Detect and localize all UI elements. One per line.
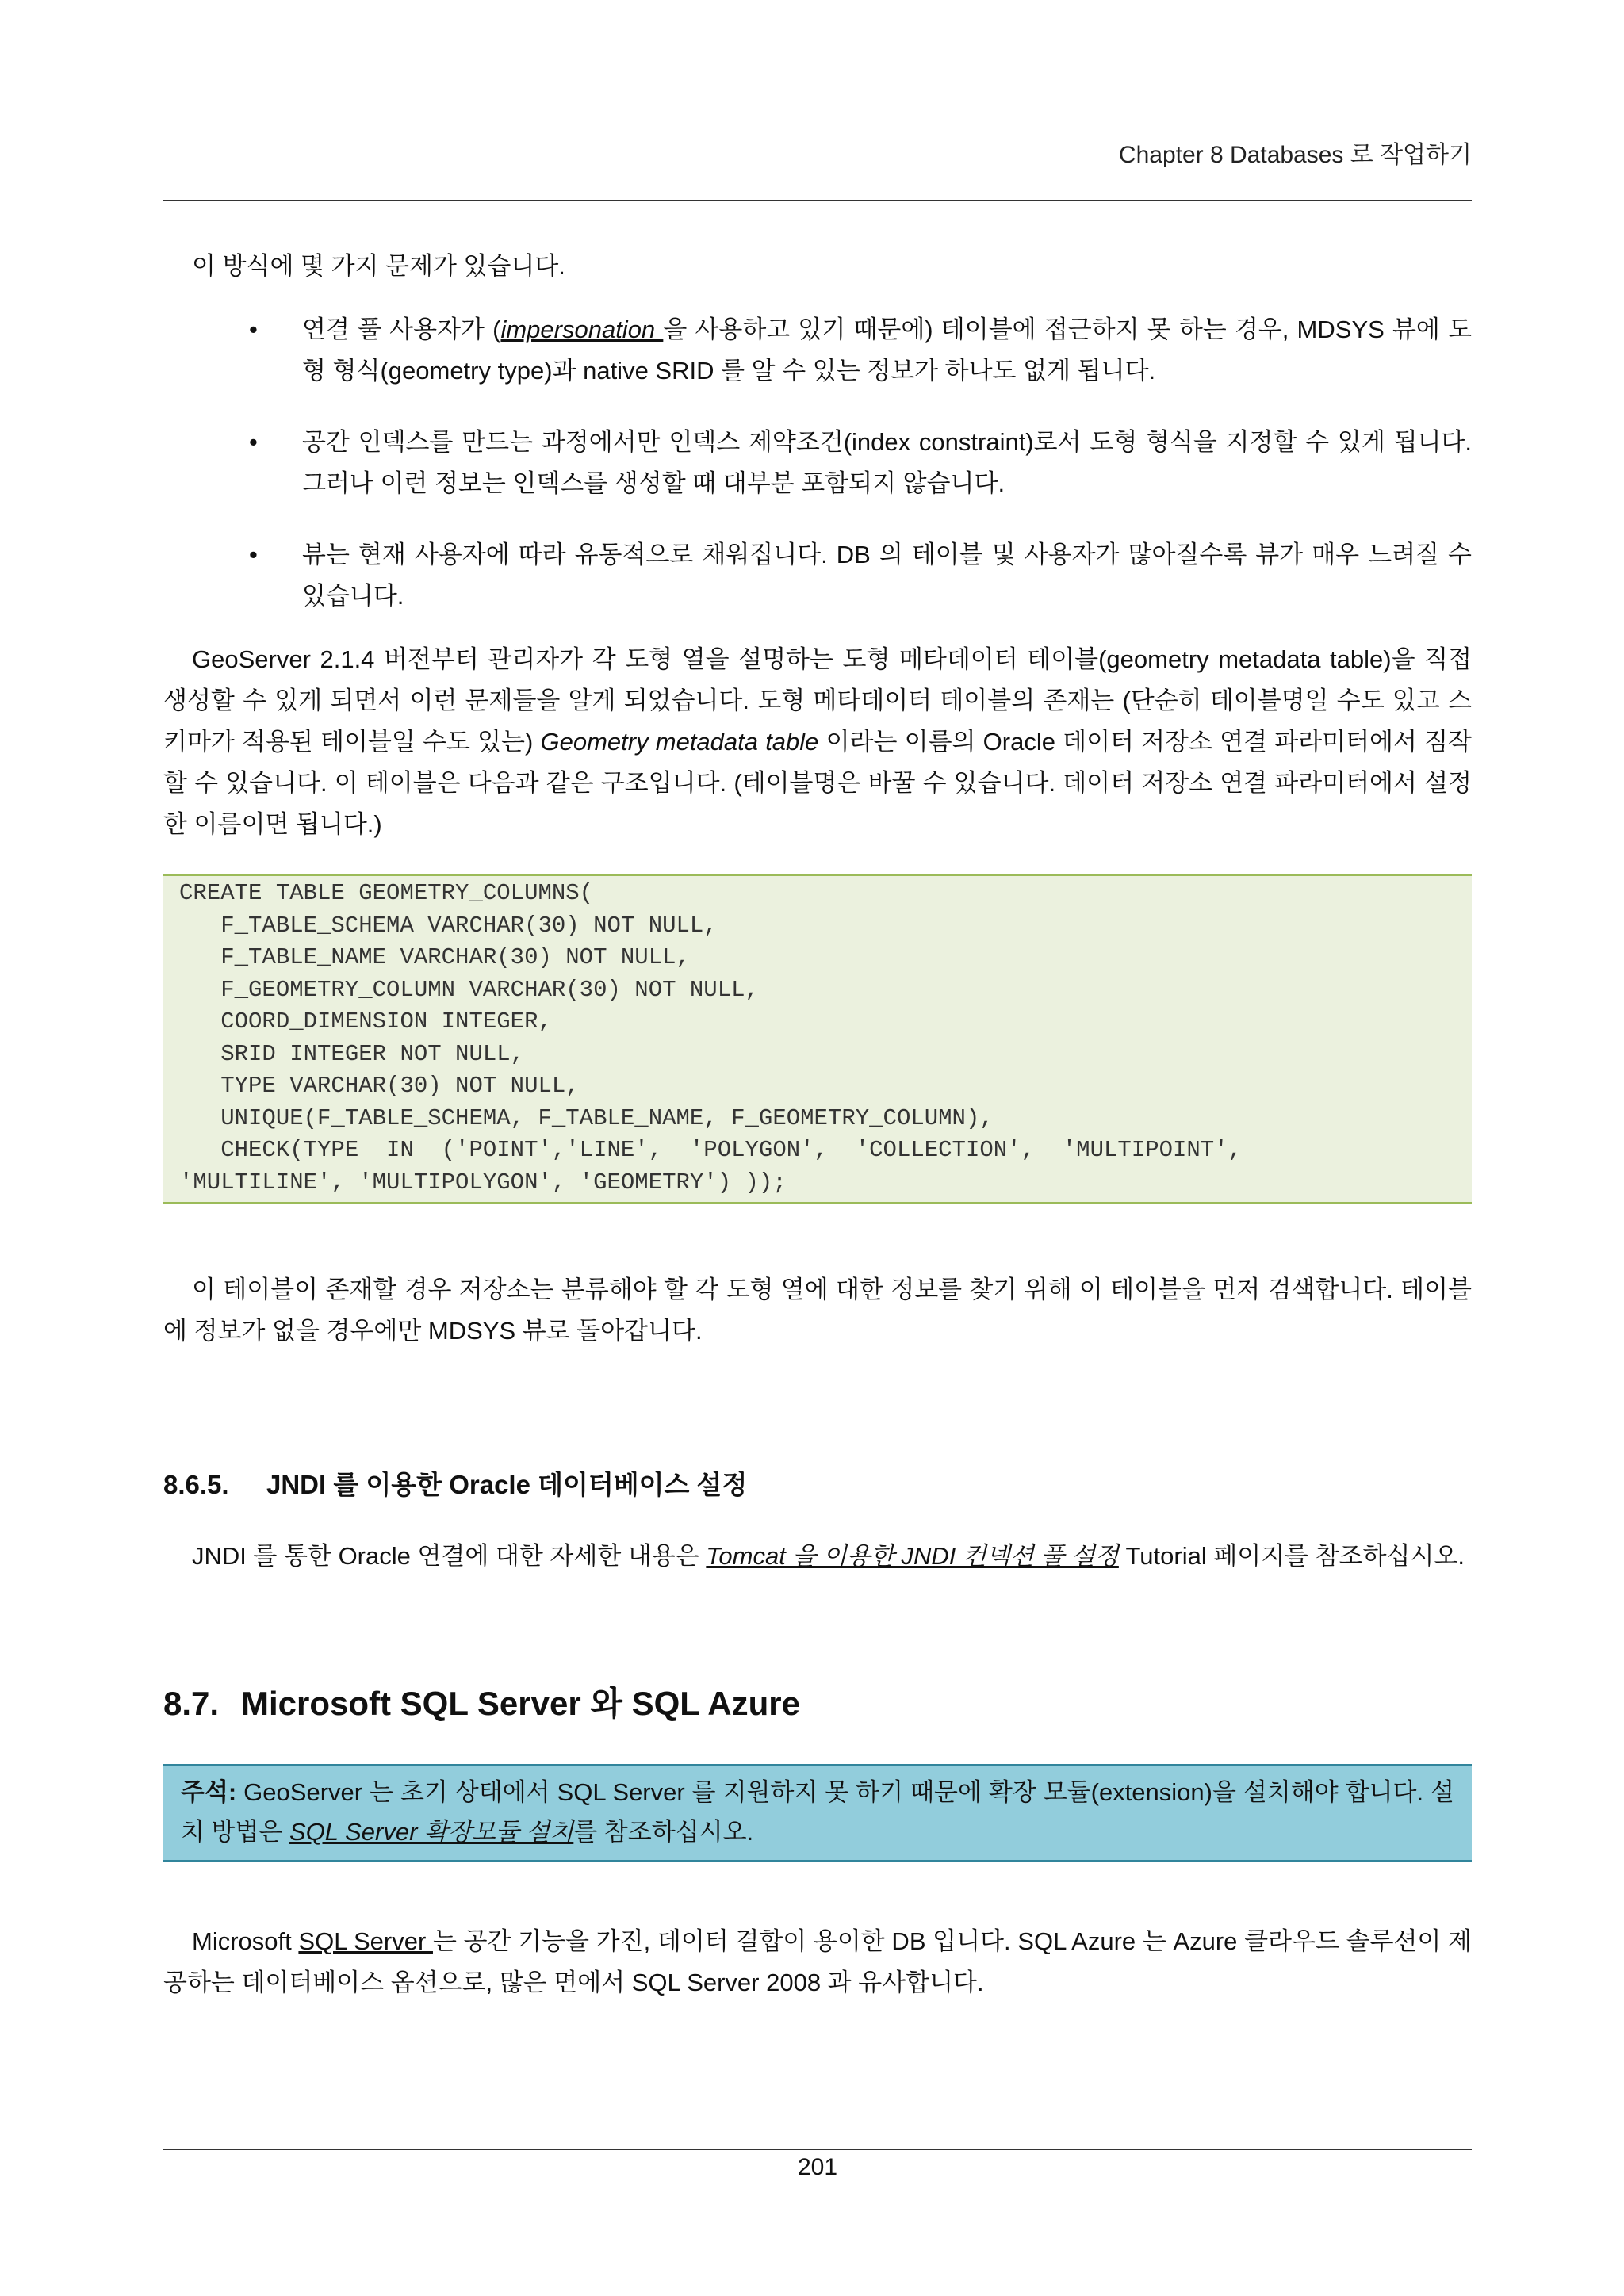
running-header: Chapter 8 Databases 로 작업하기 — [1118, 142, 1472, 168]
header-rule — [163, 200, 1472, 201]
page-content — [163, 246, 1472, 2003]
note-text-after: 를 참조하십시오. — [573, 1818, 754, 1846]
list-item — [163, 422, 1472, 504]
section-number: 8.7. — [163, 1685, 220, 1722]
paragraph-text-before: JNDI 를 통한 Oracle 연결에 대한 자세한 내용은 — [192, 1542, 707, 1570]
bullet-icon: • — [249, 541, 258, 568]
bullet-icon: • — [249, 428, 258, 456]
subsection-title: JNDI 를 이용한 Oracle 데이터베이스 설정 — [266, 1470, 748, 1499]
paragraph-text-after: Tutorial 페이지를 참조하십시오. — [1118, 1542, 1465, 1570]
code-block — [163, 874, 1472, 1204]
list-item — [163, 309, 1472, 392]
bullet-text-after: 을 사용하고 있기 때문에) 테이블에 접근하지 못 하는 경우, MDSYS 뷰에 도형 형식(geometry type)과 native SRID 를 알 수 있는 정보가 하나도 없게 됩니다. — [302, 316, 1472, 385]
bullet-text: 뷰는 현재 사용자에 따라 유동적으로 채워집니다. DB 의 테이블 및 사용자가 많아질수록 뷰가 매우 느려질 수 있습니다. — [302, 541, 1472, 610]
bullet-text-before: 연결 풀 사용자가 ( — [302, 316, 501, 343]
geometry-metadata-table-term: Geometry metadata table — [540, 728, 819, 756]
list-item — [163, 534, 1472, 617]
paragraph-text-before: GeoServer 2.1.4 버전부터 관리자가 각 도형 열을 설명하는 도형 메타데이터 테이블(geometry metadata table)을 직접 생성할 수 있게 되면서 이런 문제들을 알게 되었습니다. 도형 메타데이터 테이블의 존재는 (단순히 테이블명일 수도 있고 스키마가 적용된 테이블일 수도 있는) — [163, 645, 1472, 756]
sql-server-link[interactable]: SQL Server — [298, 1927, 433, 1955]
lookup-paragraph: 이 테이블이 존재할 경우 저장소는 분류해야 할 각 도형 열에 대한 정보를 찾기 위해 이 테이블을 먼저 검색합니다. 테이블에 정보가 없을 경우에만 MDSYS 뷰로 돌아갑니다. — [163, 1276, 1472, 1345]
sql-server-extension-link[interactable]: SQL Server 확장모듈 설치 — [289, 1818, 574, 1846]
jndi-paragraph — [163, 1536, 1472, 1577]
note-text-before: GeoServer 는 초기 상태에서 SQL Server 를 지원하지 못 하기 때문에 확장 모듈(extension)을 설치해야 합니다. 설치 방법은 — [181, 1778, 1454, 1846]
note-label: 주석: — [181, 1778, 237, 1806]
section-heading — [163, 1680, 1472, 1728]
bullet-text: 공간 인덱스를 만드는 과정에서만 인덱스 제약조건(index constraint)로서 도형 형식을 지정할 수 있게 됩니다. 그러나 이런 정보는 인덱스를 생성할 때 대부분 포함되지 않습니다. — [302, 428, 1472, 497]
paragraph-text-after: 는 공간 기능을 가진, 데이터 결합이 용이한 DB 입니다. SQL Azure 는 Azure 클라우드 솔루션이 제공하는 데이터베이스 옵션으로, 많은 면에서 SQL Server 2008 과 유사합니다. — [163, 1927, 1472, 1996]
geometry-metadata-paragraph — [163, 639, 1472, 845]
note-text — [181, 1773, 1454, 1852]
section-title: Microsoft SQL Server 와 SQL Azure — [241, 1685, 800, 1722]
impersonation-link[interactable]: impersonation — [500, 316, 664, 343]
tomcat-jndi-link[interactable]: Tomcat 을 이용한 JNDI 컨넥션 풀 설정 — [706, 1542, 1119, 1570]
intro-paragraph: 이 방식에 몇 가지 문제가 있습니다. — [192, 252, 565, 280]
document-page — [163, 0, 1472, 2296]
sql-code: CREATE TABLE GEOMETRY_COLUMNS( F_TABLE_SCHEMA VARCHAR(30) NOT NULL, F_TABLE_NAME VARCHAR(30) NOT NULL, F_GEOMETRY_COLUMN VARCHAR(30) NOT NULL, COORD_DIMENSION INTEGER, SRID INTEGER NOT NULL, TYPE VARCHAR(30) NOT NULL, UNIQUE(F_TABLE_SCHEMA, F_TABLE_NAME, F_GEOMETRY_COLUMN), CHECK(TYPE IN ('POINT','LINE', 'POLYGON', 'COLLECTION', 'MULTIPOINT', 'MULTILINE', 'MULTIPOLYGON', 'GEOMETRY') )); — [179, 880, 1243, 1196]
subsection-number: 8.6.5. — [163, 1470, 229, 1499]
paragraph-text-after: 이라는 이름의 Oracle 데이터 저장소 연결 파라미터에서 짐작할 수 있습니다. 이 테이블은 다음과 같은 구조입니다. (테이블명은 바꿀 수 있습니다. 데이터 저장소 연결 파라미터에서 설정한 이름이면 됩니다.) — [163, 728, 1472, 838]
paragraph-text-before: Microsoft — [192, 1927, 299, 1955]
note-box — [163, 1764, 1472, 1862]
issue-list — [163, 309, 1472, 617]
bullet-icon: • — [249, 316, 258, 343]
subsection-heading — [163, 1464, 1472, 1506]
page-number: 201 — [797, 2154, 838, 2180]
mssql-paragraph — [163, 1921, 1472, 2003]
